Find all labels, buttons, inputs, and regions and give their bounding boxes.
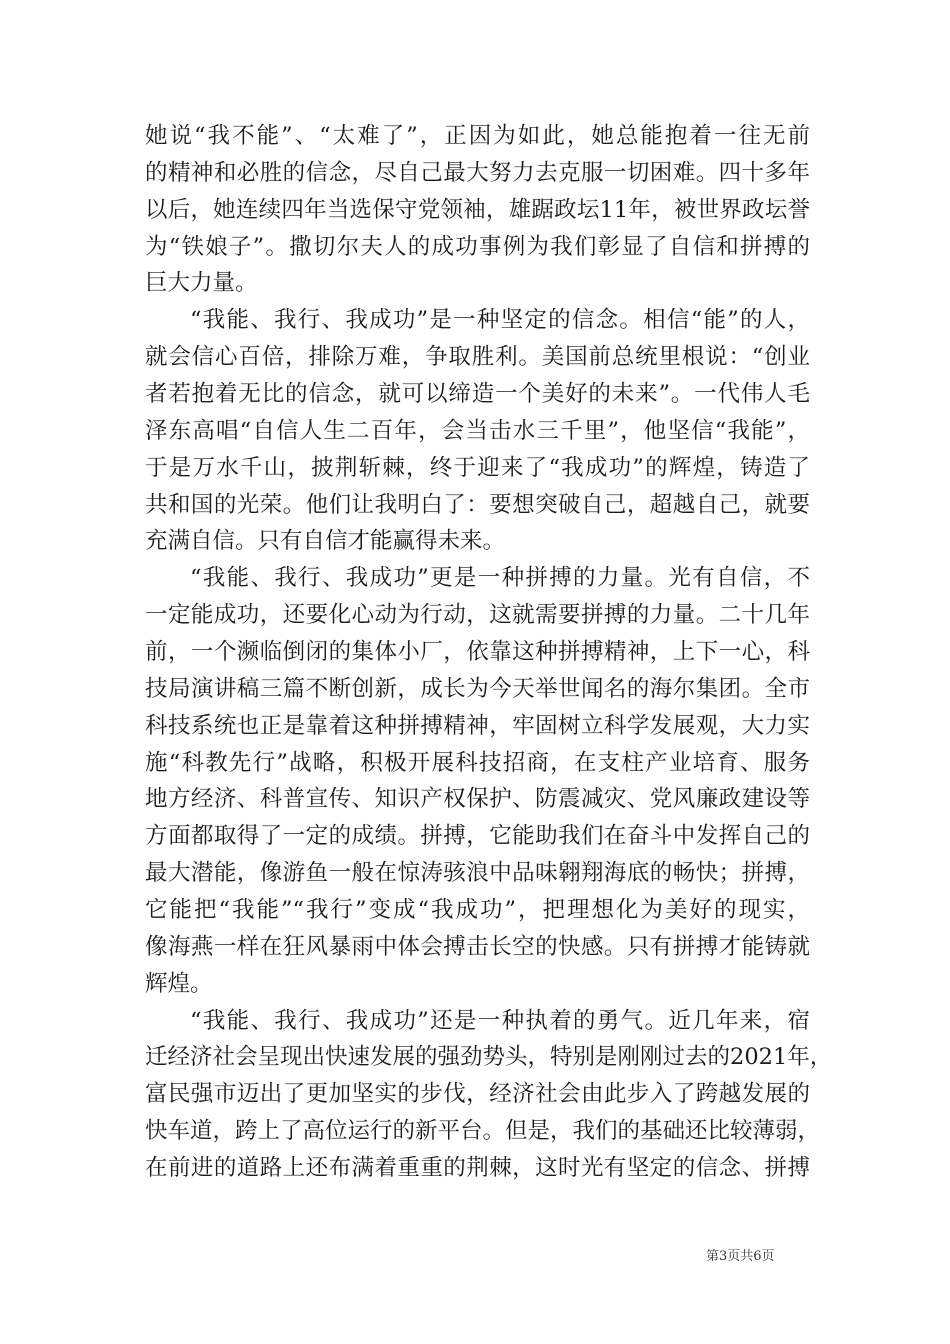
text-line: 快车道，跨上了高位运行的新平台。但是，我们的基础还比较薄弱， — [145, 1118, 821, 1145]
text-line: 最大潜能，像游鱼一般在惊涛骇浪中品味翱翔海底的畅快；拼搏， — [145, 860, 810, 887]
text-line: 的精神和必胜的信念，尽自己最大努力去克服一切困难。四十多年 — [145, 159, 810, 186]
paragraph-first-line: “我能、我行、我成功”是一种坚定的信念。相信“能”的人， — [190, 307, 810, 334]
text-line: 地方经济、科普宣传、知识产权保护、防震减灾、党风廉政建设等 — [145, 786, 810, 813]
text-line: 共和国的光荣。他们让我明白了：要想突破自己，超越自己，就要 — [145, 491, 810, 518]
page-number: 第3页共6页 — [706, 1249, 775, 1264]
text-line: 迁经济社会呈现出快速发展的强劲势头，特别是刚刚过去的2021年， — [145, 1044, 833, 1071]
paragraph-first-line: “我能、我行、我成功”还是一种执着的勇气。近几年来，宿 — [190, 1007, 810, 1034]
text-line: 科技系统也正是靠着这种拼搏精神，牢固树立科学发展观，大力实 — [145, 712, 810, 739]
text-line: 前，一个濒临倒闭的集体小厂，依靠这种拼搏精神，上下一心，科 — [145, 639, 810, 666]
text-line: 她说“我不能”、“太难了”，正因为如此，她总能抱着一往无前 — [145, 123, 810, 149]
text-line: 为“铁娘子”。撒切尔夫人的成功事例为我们彰显了自信和拼搏的 — [145, 233, 810, 260]
text-line: 泽东高唱“自信人生二百年，会当击水三千里”，他坚信“我能”， — [145, 417, 810, 444]
body-text — [145, 118, 833, 1187]
text-line: 以后，她连续四年当选保守党领袖，雄踞政坛11年，被世界政坛誉 — [145, 196, 810, 223]
text-line: 辉煌。 — [145, 970, 213, 997]
text-line: 它能把“我能”“我行”变成“我成功”，把理想化为美好的现实， — [145, 897, 810, 924]
text-line: 施“科教先行”战略，积极开展科技招商，在支柱产业培育、服务 — [145, 749, 810, 776]
text-line: 于是万水千山，披荆斩棘，终于迎来了“我成功”的辉煌，铸造了 — [145, 454, 810, 481]
text-line: 充满自信。只有自信才能赢得未来。 — [145, 528, 506, 555]
text-line: 者若抱着无比的信念，就可以缔造一个美好的未来”。一代伟人毛 — [145, 381, 810, 408]
text-line: 像海燕一样在狂风暴雨中体会搏击长空的快感。只有拼搏才能铸就 — [145, 933, 810, 960]
paragraph-first-line: “我能、我行、我成功”更是一种拼搏的力量。光有自信，不 — [190, 565, 810, 592]
text-line: 富民强市迈出了更加坚实的步伐，经济社会由此步入了跨越发展的 — [145, 1081, 810, 1108]
text-line: 方面都取得了一定的成绩。拼搏，它能助我们在奋斗中发挥自己的 — [145, 823, 810, 850]
text-line: 巨大力量。 — [145, 270, 258, 297]
text-line: 技局演讲稿三篇不断创新，成长为今天举世闻名的海尔集团。全市 — [145, 675, 810, 702]
text-line: 就会信心百倍，排除万难，争取胜利。美国前总统里根说：“创业 — [145, 344, 810, 371]
text-line: 在前进的道路上还布满着重重的荆棘，这时光有坚定的信念、拼搏 — [145, 1155, 810, 1182]
text-line: 一定能成功，还要化心动为行动，这就需要拼搏的力量。二十几年 — [145, 602, 810, 629]
